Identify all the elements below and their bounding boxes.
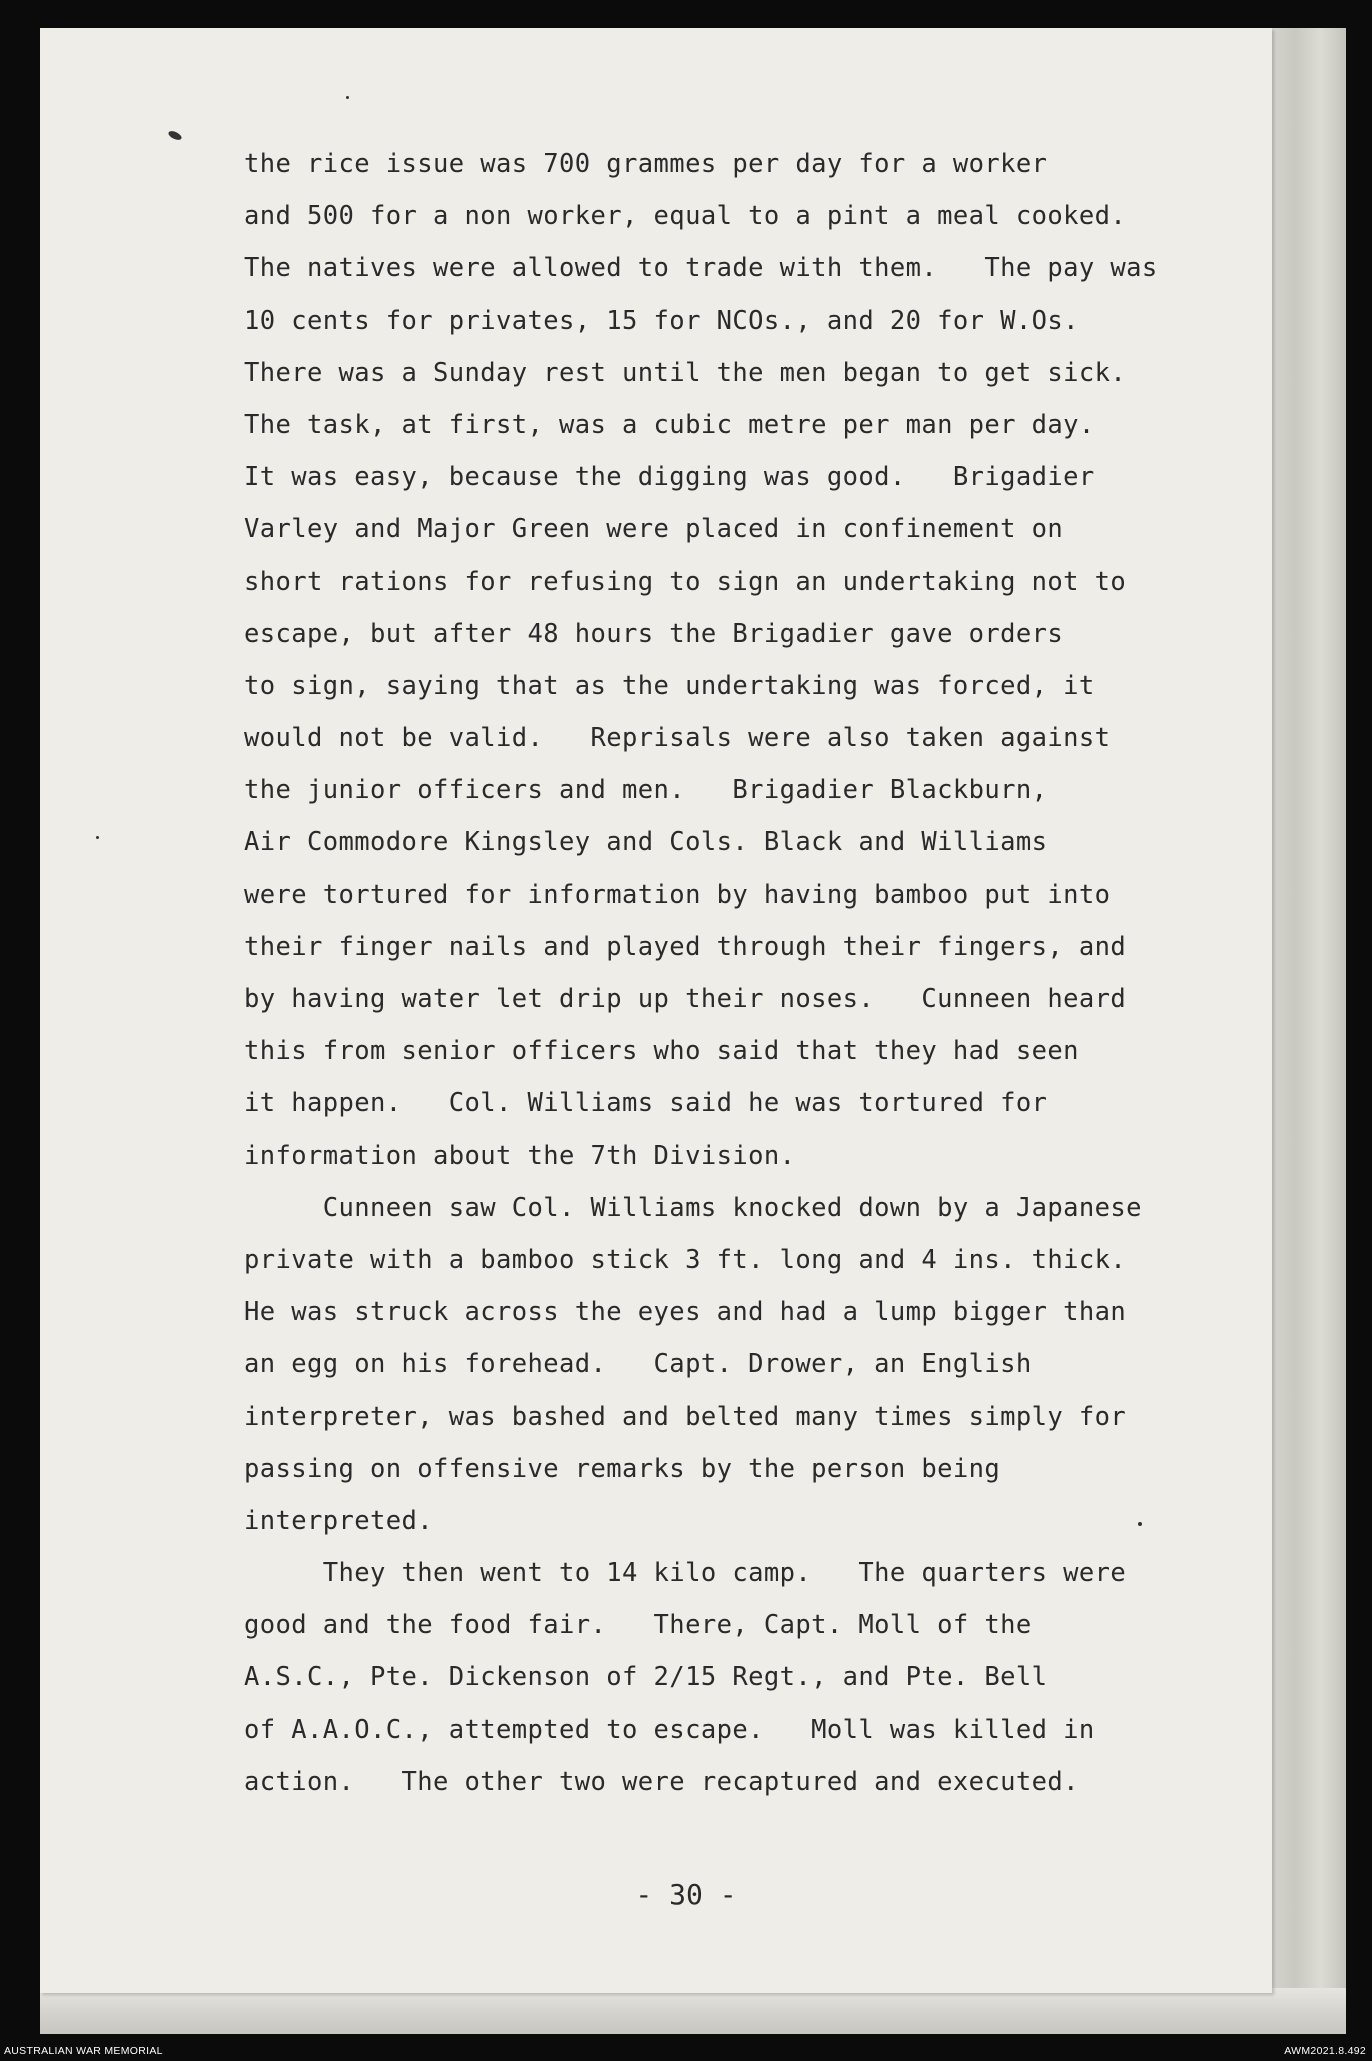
text-line: 10 cents for privates, 15 for NCOs., and 20 for W.Os. <box>244 305 1079 336</box>
text-line: They then went to 14 kilo camp. The quarters were <box>244 1558 1127 1589</box>
text-line: good and the food fair. There, Capt. Moll of the <box>244 1610 1032 1641</box>
text-line: It was easy, because the digging was good. Brigadier <box>244 462 1095 493</box>
text-line: Air Commodore Kingsley and Cols. Black and Williams <box>244 827 1048 858</box>
underlying-page-bottom-edge <box>40 1988 1346 2034</box>
text-line: would not be valid. Reprisals were also taken against <box>244 723 1111 754</box>
text-line: Cunneen saw Col. Williams knocked down by a Japanese <box>244 1192 1142 1223</box>
ink-speck <box>96 836 99 839</box>
text-line: interpreted. <box>244 1505 434 1536</box>
underlying-page-edge <box>1262 28 1346 2034</box>
text-line: private with a bamboo stick 3 ft. long and 4 ins. thick. <box>244 1244 1127 1275</box>
footer-archive-name: AUSTRALIAN WAR MEMORIAL <box>4 2045 163 2057</box>
text-line: passing on offensive remarks by the person being <box>244 1453 1001 1484</box>
text-line: action. The other two were recaptured and executed. <box>244 1766 1079 1797</box>
text-line: Varley and Major Green were placed in confinement on <box>244 514 1064 545</box>
text-line: There was a Sunday rest until the men began to get sick. <box>244 357 1127 388</box>
ink-speck <box>167 129 183 141</box>
text-line: The natives were allowed to trade with them. The pay was <box>244 253 1158 284</box>
text-line: an egg on his forehead. Capt. Drower, an English <box>244 1349 1032 1380</box>
footer-record-id: AWM2021.8.492 <box>1284 2045 1366 2057</box>
ink-speck <box>346 96 349 99</box>
text-line: and 500 for a non worker, equal to a pint a meal cooked. <box>244 201 1127 232</box>
text-line: were tortured for information by having bamboo put into <box>244 879 1111 910</box>
page-number: - 30 - <box>635 1878 737 1911</box>
text-line: the rice issue was 700 grammes per day for a worker <box>244 149 1048 179</box>
text-line: to sign, saying that as the undertaking was forced, it <box>244 670 1095 701</box>
text-line: interpreter, was bashed and belted many times simply for <box>244 1401 1127 1432</box>
text-line: He was struck across the eyes and had a lump bigger than <box>244 1297 1127 1328</box>
text-line: of A.A.O.C., attempted to escape. Moll was killed in <box>244 1714 1095 1745</box>
text-line: it happen. Col. Williams said he was tortured for <box>244 1088 1048 1119</box>
text-line: The task, at first, was a cubic metre per man per day. <box>244 409 1095 440</box>
text-line: information about the 7th Division. <box>244 1140 796 1171</box>
text-line: by having water let drip up their noses. Cunneen heard <box>244 984 1127 1014</box>
body-text <box>244 138 1164 1808</box>
text-line: their finger nails and played through their fingers, and <box>244 931 1127 962</box>
text-line: this from senior officers who said that they had seen <box>244 1036 1079 1067</box>
text-line: A.S.C., Pte. Dickenson of 2/15 Regt., and Pte. Bell <box>244 1662 1048 1693</box>
text-line: escape, but after 48 hours the Brigadier gave orders <box>244 618 1064 649</box>
text-line: short rations for refusing to sign an undertaking not to <box>244 566 1127 597</box>
text-line: the junior officers and men. Brigadier Blackburn, <box>244 775 1048 806</box>
